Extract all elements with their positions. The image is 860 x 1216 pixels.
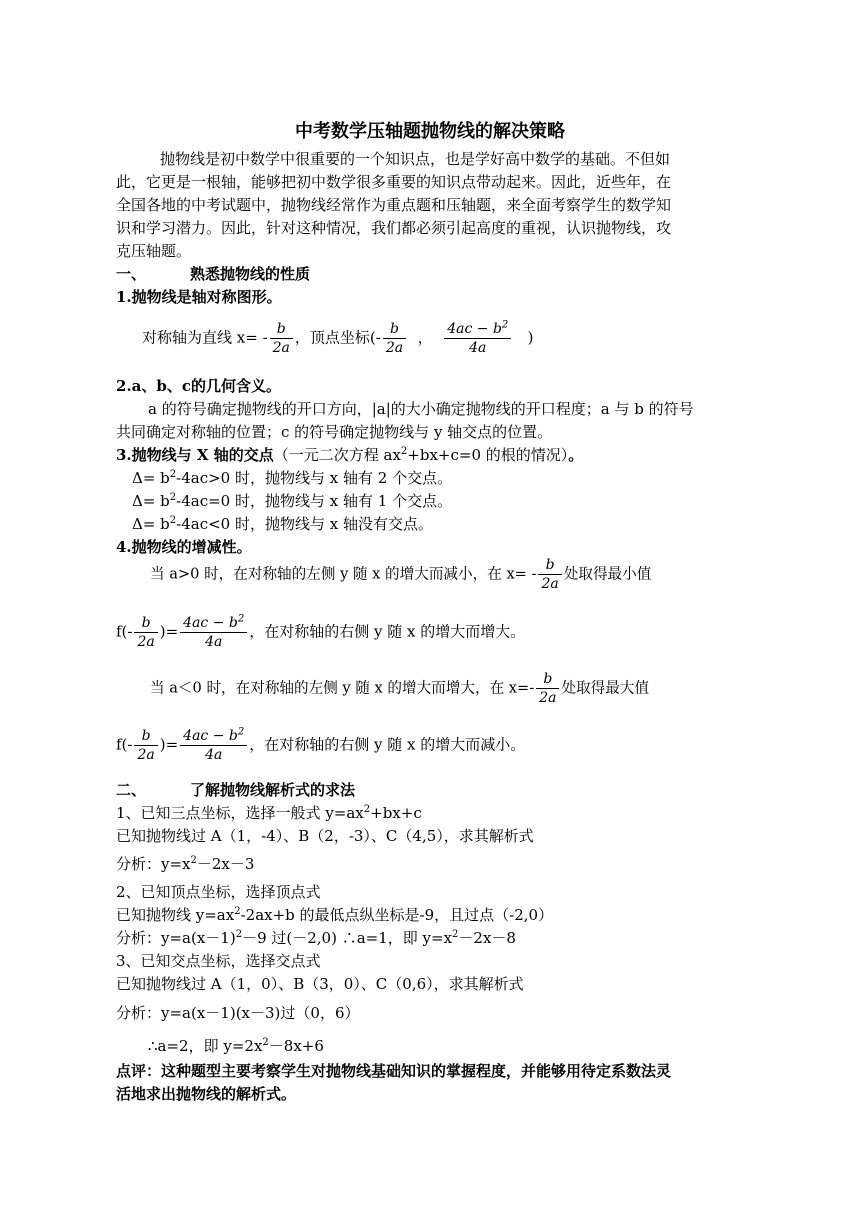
method-3-result: ∴a=2，即 $y=2x^2-8x+6$ bbox=[148, 1037, 324, 1055]
method-3-title: 3、已知交点坐标，选择交点式 bbox=[116, 952, 321, 970]
method-2-question: 已知抛物线 $y=ax^2-2ax+b$ 的最低点纵坐标是-9，且过点（-2,0） bbox=[116, 906, 554, 924]
intro-line: 此，它更是一根轴，能够把初中数学很多重要的知识点带动起来。因此，近些年，在 bbox=[116, 173, 672, 191]
discriminant-case: $\Delta= b^2-4ac<0$ 时，抛物线与 x 轴没有交点。 bbox=[132, 515, 433, 533]
fraction-b-over-2a: $\frac{b}{2a}$ bbox=[270, 321, 293, 356]
fraction-b-over-2a: $\frac{b}{2a}$ bbox=[538, 557, 561, 592]
discriminant-case: $\Delta= b^2-4ac>0$ 时，抛物线与 x 轴有 2 个交点。 bbox=[132, 469, 453, 487]
property-2-text: 共同确定对称轴的位置；c 的符号确定抛物线与 y 轴交点的位置。 bbox=[116, 423, 553, 441]
fraction-vertex-y: $\frac{4ac - b^2}{4a}$ bbox=[180, 615, 247, 650]
property-2-text: a 的符号确定抛物线的开口方向，|a|的大小确定抛物线的开口程度；a 与 b 的符号 bbox=[148, 400, 694, 418]
method-1-question: 已知抛物线过 A（1，-4）、B（2，-3）、C（4,5），求其解析式 bbox=[116, 827, 534, 845]
method-1-answer: 分析：$y=x^2-2x-3$ bbox=[116, 855, 255, 873]
intro-line: 全国各地的中考试题中，抛物线经常作为重点题和压轴题，来全面考察学生的数学知 bbox=[116, 196, 672, 214]
section-number: 一、 bbox=[116, 265, 147, 283]
section-title: 了解抛物线解析式的求法 bbox=[190, 781, 356, 799]
decreasing-case-value: f(- $\frac{b}{2a}$ )= $\frac{4ac - b^2}{4a}$ ，在对称轴的右侧 y 随 x 的增大而减小。 bbox=[116, 726, 526, 764]
method-2-answer: 分析：$y=a(x-1)^2-9$ 过(－2,0) ∴a=1，即 $y=x^2-2x-8$ bbox=[116, 929, 516, 947]
intro-line: 抛物线是初中数学中很重要的一个知识点，也是学好高中数学的基础。不但如 bbox=[160, 150, 671, 168]
page-title: 中考数学压轴题抛物线的解决策略 bbox=[295, 121, 565, 142]
method-3-question: 已知抛物线过 A（1，0）、B（3，0）、C（0,6），求其解析式 bbox=[116, 975, 524, 993]
increasing-case-line: 当 a>0 时，在对称轴的左侧 y 随 x 的增大而减小，在 x= - $\frac{b}{2a}$ 处取得最小值 bbox=[150, 557, 652, 593]
axis-vertex-formula bbox=[142, 321, 533, 356]
section-number: 二、 bbox=[116, 781, 147, 799]
formula-text: 对称轴为直线 x= - bbox=[142, 328, 268, 347]
fraction-vertex-y: $\frac{4ac - b^2}{4a}$ bbox=[444, 321, 511, 356]
property-3-title: 3.抛物线与 X 轴的交点（一元二次方程 $ax^2+bx+c=0$ 的根的情况）。 bbox=[116, 446, 584, 464]
property-2-title: 2.a、b、c的几何含义。 bbox=[116, 377, 282, 395]
method-3-answer: 分析：y=a(x－1)(x－3)过（0，6） bbox=[116, 1004, 360, 1022]
decreasing-case-line: 当 a＜0 时，在对称轴的左侧 y 随 x 的增大而增大，在 x=- $\frac{b}{2a}$ 处取得最大值 bbox=[150, 671, 650, 707]
increasing-case-value: f(- $\frac{b}{2a}$ )= $\frac{4ac - b^2}{4a}$ ，在对称轴的右侧 y 随 x 的增大而增大。 bbox=[116, 613, 526, 651]
review-note: 活地求出抛物线的解析式。 bbox=[116, 1085, 297, 1103]
fraction-vertex-y: $\frac{4ac - b^2}{4a}$ bbox=[180, 728, 247, 763]
fraction-b-over-2a: $\frac{b}{2a}$ bbox=[383, 321, 406, 356]
fraction-b-over-2a: $\frac{b}{2a}$ bbox=[134, 615, 157, 650]
formula-text: ， bbox=[417, 328, 433, 347]
section-one-heading bbox=[116, 266, 310, 283]
discriminant-case: $\Delta= b^2-4ac=0$ 时，抛物线与 x 轴有 1 个交点。 bbox=[132, 492, 453, 510]
fraction-b-over-2a: $\frac{b}{2a}$ bbox=[536, 671, 559, 706]
method-2-title: 2、已知顶点坐标，选择顶点式 bbox=[116, 883, 321, 901]
formula-text: ，顶点坐标(- bbox=[294, 328, 381, 347]
section-two-heading bbox=[116, 782, 355, 799]
property-1-title: 1.抛物线是轴对称图形。 bbox=[116, 288, 282, 306]
intro-line: 克压轴题。 bbox=[116, 242, 192, 260]
intro-line: 识和学习潜力。因此，针对这种情况，我们都必须引起高度的重视，认识抛物线，攻 bbox=[116, 219, 672, 237]
fraction-b-over-2a: $\frac{b}{2a}$ bbox=[134, 728, 157, 763]
formula-text: ) bbox=[527, 328, 534, 347]
review-note: 点评：这种题型主要考察学生对抛物线基础知识的掌握程度，并能够用待定系数法灵 bbox=[116, 1062, 672, 1080]
section-title: 熟悉抛物线的性质 bbox=[190, 265, 311, 283]
method-1-title: 1、已知三点坐标，选择一般式 $y=ax^2+bx+c$ bbox=[116, 804, 422, 822]
property-4-title: 4.抛物线的增减性。 bbox=[116, 538, 252, 556]
